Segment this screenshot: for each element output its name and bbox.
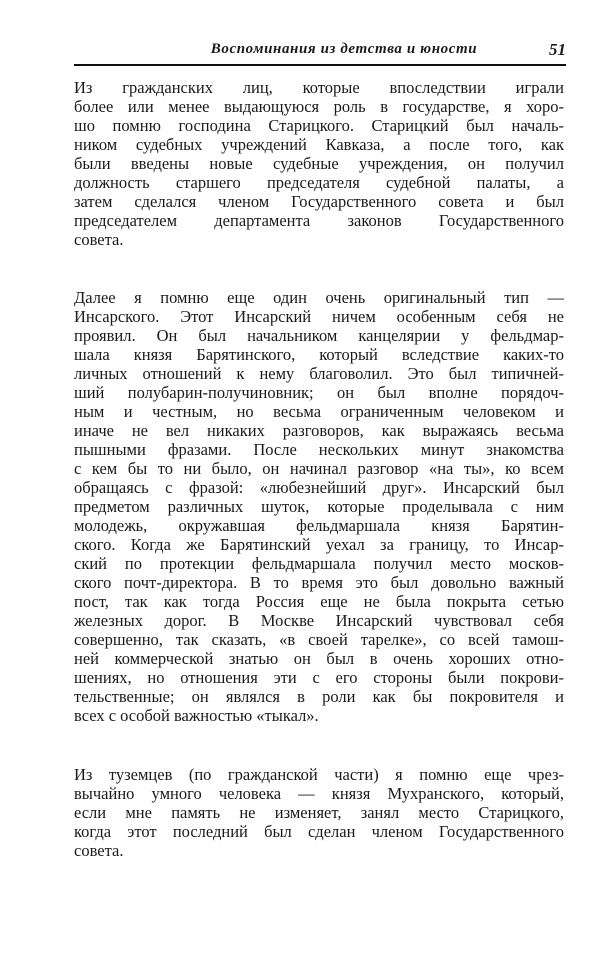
text-line: Из туземцев (по гражданской части) я помню еще чрез-	[74, 765, 564, 784]
text-line: вычайно умного человека — князя Мухранского, который,	[74, 784, 564, 803]
text-line: затем сделался членом Государственного совета и был	[74, 192, 564, 211]
text-line: предметом различных шуток, которые проделывала с ним	[74, 497, 564, 516]
text-line: ского почт-директора. В то время это был довольно важный	[74, 573, 564, 592]
paragraph-mukhransky	[74, 765, 564, 860]
paragraph-insarsky	[74, 288, 564, 725]
text-line: Инсарского. Этот Инсарский ничем особенным себя не	[74, 307, 564, 326]
text-line: ский по протекции фельдмаршала получил место москов-	[74, 554, 564, 573]
running-title: Воспоминания из детства и юности	[210, 41, 478, 57]
text-line: ным и честным, но весьма ограниченным человеком и	[74, 402, 564, 421]
text-line: шала князя Барятинского, который вследствие каких-то	[74, 345, 564, 364]
text-line: если мне память не изменяет, занял место Старицкого,	[74, 803, 564, 822]
text-line: личных отношений к нему благоволил. Это был типичней-	[74, 364, 564, 383]
text-line: совета.	[74, 841, 124, 860]
text-line: ником судебных учреждений Кавказа, а после того, как	[74, 135, 564, 154]
text-line: с кем бы то ни было, он начинал разговор «на ты», ко всем	[74, 459, 564, 478]
text-line: пышными фразами. После нескольких минут знакомства	[74, 440, 564, 459]
text-line: пост, так как тогда Россия еще не была покрыта сетью	[74, 592, 564, 611]
text-line: шениях, но отношения эти с его стороны были покрови-	[74, 668, 564, 687]
text-line: тельственные; он являлся в роли как бы покровителя и	[74, 687, 564, 706]
text-line: всех с особой важностью «тыкал».	[74, 706, 319, 725]
page-number: 51	[549, 40, 566, 59]
text-line: ней коммерческой знатью он был в очень хороших отно-	[74, 649, 564, 668]
text-line: совершенно, так сказать, «в своей тарелке», со всей тамош-	[74, 630, 564, 649]
page-header	[74, 38, 566, 66]
text-line: Из гражданских лиц, которые впоследствии играли	[74, 78, 564, 97]
text-line: председателем департамента законов Государственного	[74, 211, 564, 230]
text-line: ского. Когда же Барятинский уехал за границу, то Инсар-	[74, 535, 564, 554]
text-line: проявил. Он был начальником канцелярии у фельдмар-	[74, 326, 564, 345]
text-line: шо помню господина Старицкого. Старицкий был началь-	[74, 116, 564, 135]
text-line: железных дорог. В Москве Инсарский чувствовал себя	[74, 611, 564, 630]
text-line: обращаясь с фразой: «любезнейший друг». Инсарский был	[74, 478, 564, 497]
text-line: молодежь, окружавшая фельдмаршала князя Барятин-	[74, 516, 564, 535]
text-line: когда этот последний был сделан членом Государственного	[74, 822, 564, 841]
text-line: ший полубарин-получиновник; он был вполне порядоч-	[74, 383, 564, 402]
text-line: должность старшего председателя судебной палаты, а	[74, 173, 564, 192]
text-line: совета.	[74, 230, 124, 249]
text-line: были введены новые судебные учреждения, он получил	[74, 154, 564, 173]
text-line: иначе не вел никаких разговоров, как выражаясь весьма	[74, 421, 564, 440]
text-line: более или менее выдающуюся роль в государстве, я хоро-	[74, 97, 564, 116]
paragraph-starets	[74, 78, 564, 249]
text-line: Далее я помню еще один очень оригинальный тип —	[74, 288, 564, 307]
